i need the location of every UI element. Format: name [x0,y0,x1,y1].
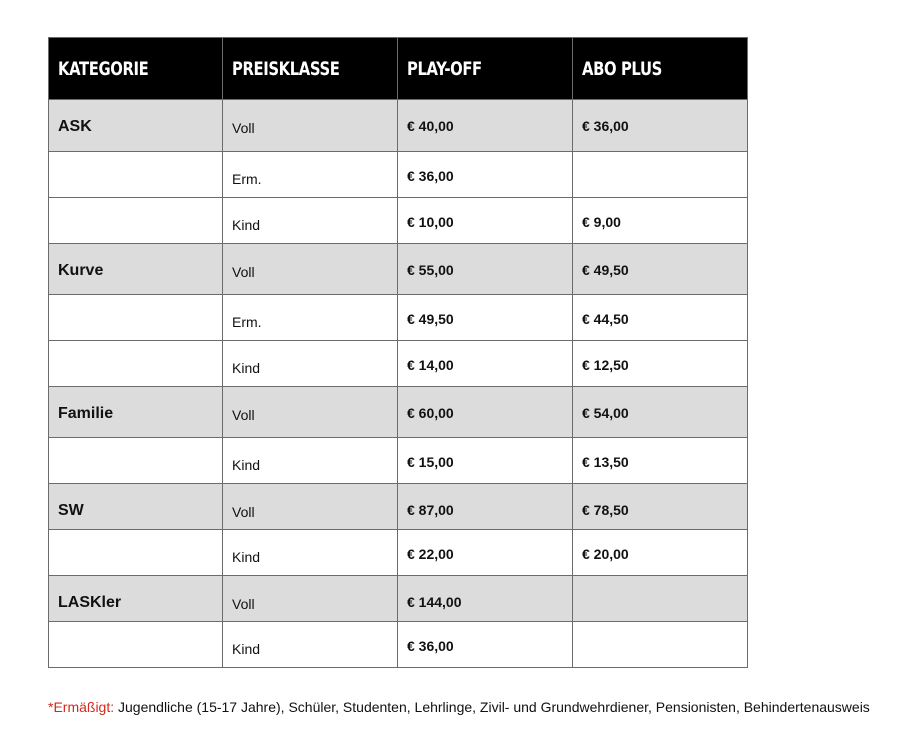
cell-kategorie [49,622,223,668]
cell-kategorie: ASK [49,100,223,152]
cell-preisklasse: Kind [223,438,398,484]
cell-preisklasse: Kind [223,530,398,576]
footnote [48,699,870,715]
cell-preisklasse: Kind [223,341,398,387]
table-row [49,387,748,438]
cell-kategorie [49,341,223,387]
table-row [49,622,748,668]
cell-kategorie [49,295,223,341]
cell-abo-plus: € 20,00 [573,530,748,576]
table-row [49,198,748,244]
cell-kategorie [49,198,223,244]
cell-play-off: € 36,00 [398,622,573,668]
cell-kategorie: Familie [49,387,223,438]
footnote-text: Jugendliche (15-17 Jahre), Schüler, Studenten, Lehrlinge, Zivil- und Grundwehrdiener, Pensionisten, Behindertenausweis [114,699,870,715]
table-row [49,341,748,387]
footnote-label: *Ermäßigt: [48,699,115,715]
cell-preisklasse: Voll [223,484,398,530]
header-abo-plus: ABO PLUS [573,38,748,100]
cell-kategorie: LASKler [49,576,223,622]
cell-play-off: € 22,00 [398,530,573,576]
cell-kategorie [49,152,223,198]
table-row [49,100,748,152]
cell-abo-plus: € 49,50 [573,244,748,295]
table-row [49,438,748,484]
cell-kategorie: Kurve [49,244,223,295]
cell-preisklasse: Voll [223,387,398,438]
table-row [49,530,748,576]
cell-play-off: € 144,00 [398,576,573,622]
cell-abo-plus: € 78,50 [573,484,748,530]
cell-abo-plus [573,152,748,198]
table-row [49,576,748,622]
cell-preisklasse: Voll [223,100,398,152]
cell-play-off: € 87,00 [398,484,573,530]
cell-preisklasse: Voll [223,244,398,295]
cell-kategorie [49,438,223,484]
header-preisklasse: PREISKLASSE [223,38,398,100]
cell-play-off: € 14,00 [398,341,573,387]
header-row [49,38,748,100]
cell-play-off: € 10,00 [398,198,573,244]
table-row [49,152,748,198]
price-table [48,37,748,668]
cell-abo-plus [573,622,748,668]
header-kategorie: KATEGORIE [49,38,223,100]
cell-kategorie [49,530,223,576]
cell-abo-plus [573,576,748,622]
cell-abo-plus: € 36,00 [573,100,748,152]
table-row [49,295,748,341]
cell-abo-plus: € 9,00 [573,198,748,244]
cell-kategorie: SW [49,484,223,530]
cell-preisklasse: Kind [223,622,398,668]
cell-play-off: € 55,00 [398,244,573,295]
cell-preisklasse: Erm. [223,295,398,341]
cell-play-off: € 15,00 [398,438,573,484]
table-row [49,244,748,295]
cell-abo-plus: € 12,50 [573,341,748,387]
cell-play-off: € 36,00 [398,152,573,198]
cell-preisklasse: Voll [223,576,398,622]
cell-play-off: € 49,50 [398,295,573,341]
cell-play-off: € 40,00 [398,100,573,152]
header-play-off: PLAY-OFF [398,38,573,100]
cell-preisklasse: Erm. [223,152,398,198]
cell-abo-plus: € 13,50 [573,438,748,484]
cell-abo-plus: € 54,00 [573,387,748,438]
table-row [49,484,748,530]
cell-play-off: € 60,00 [398,387,573,438]
cell-abo-plus: € 44,50 [573,295,748,341]
cell-preisklasse: Kind [223,198,398,244]
